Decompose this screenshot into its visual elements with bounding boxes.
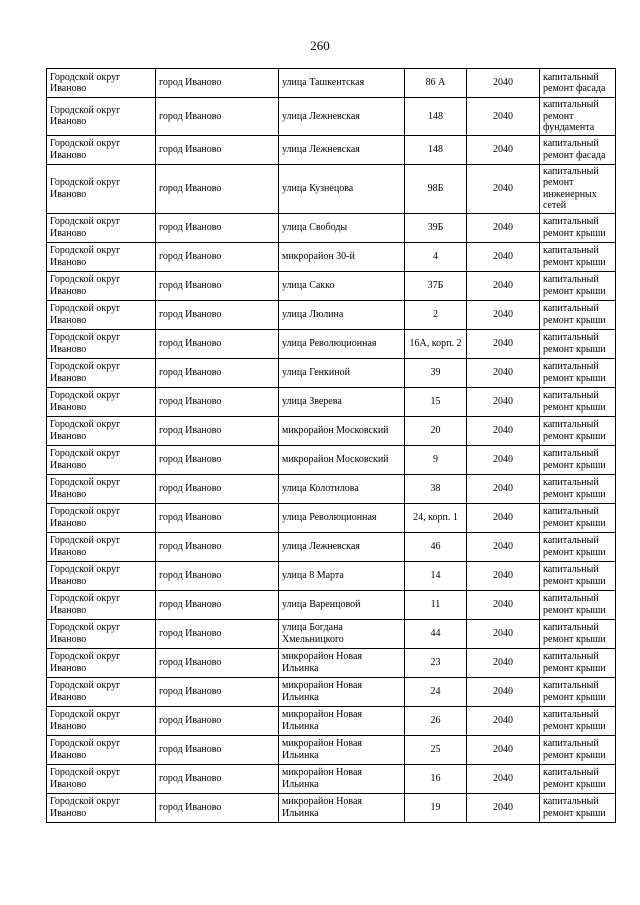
year-cell: 2040 (467, 300, 540, 329)
street-cell: улица Свободы (279, 213, 405, 242)
house-number-cell: 38 (405, 474, 467, 503)
street-cell: улица Революционная (279, 503, 405, 532)
work-type-cell: капитальный ремонт крыши (540, 387, 616, 416)
house-number-cell: 20 (405, 416, 467, 445)
city-cell: город Иваново (156, 300, 279, 329)
house-number-cell: 148 (405, 135, 467, 164)
work-type-cell: капитальный ремонт крыши (540, 271, 616, 300)
table-row (47, 242, 616, 271)
work-type-cell: капитальный ремонт крыши (540, 677, 616, 706)
street-cell: микрорайон Московский (279, 416, 405, 445)
house-number-cell: 23 (405, 648, 467, 677)
year-cell: 2040 (467, 213, 540, 242)
table-row (47, 271, 616, 300)
house-number-cell: 98Б (405, 164, 467, 213)
street-cell: улица Лежневская (279, 135, 405, 164)
year-cell: 2040 (467, 474, 540, 503)
district-cell: Городской округ Иваново (47, 706, 156, 735)
house-number-cell: 26 (405, 706, 467, 735)
work-type-cell: капитальный ремонт крыши (540, 532, 616, 561)
district-cell: Городской округ Иваново (47, 242, 156, 271)
street-cell: микрорайон Новая Ильинка (279, 764, 405, 793)
year-cell: 2040 (467, 793, 540, 822)
work-type-cell: капитальный ремонт крыши (540, 619, 616, 648)
house-number-cell: 25 (405, 735, 467, 764)
street-cell: улица Революционная (279, 329, 405, 358)
street-cell: микрорайон Новая Ильинка (279, 793, 405, 822)
district-cell: Городской округ Иваново (47, 793, 156, 822)
district-cell: Городской округ Иваново (47, 69, 156, 98)
house-number-cell: 148 (405, 98, 467, 136)
street-cell: улица Люлина (279, 300, 405, 329)
work-type-cell: капитальный ремонт фасада (540, 69, 616, 98)
table-row (47, 532, 616, 561)
year-cell: 2040 (467, 677, 540, 706)
district-cell: Городской округ Иваново (47, 561, 156, 590)
street-cell: улица Зверева (279, 387, 405, 416)
table-row (47, 445, 616, 474)
city-cell: город Иваново (156, 98, 279, 136)
table-row (47, 793, 616, 822)
table-body (47, 69, 616, 823)
table-row (47, 677, 616, 706)
street-cell: микрорайон Новая Ильинка (279, 648, 405, 677)
year-cell: 2040 (467, 648, 540, 677)
year-cell: 2040 (467, 69, 540, 98)
district-cell: Городской округ Иваново (47, 358, 156, 387)
street-cell: микрорайон 30-й (279, 242, 405, 271)
year-cell: 2040 (467, 164, 540, 213)
district-cell: Городской округ Иваново (47, 416, 156, 445)
work-type-cell: капитальный ремонт крыши (540, 300, 616, 329)
year-cell: 2040 (467, 416, 540, 445)
city-cell: город Иваново (156, 677, 279, 706)
district-cell: Городской округ Иваново (47, 764, 156, 793)
table-row (47, 561, 616, 590)
house-number-cell: 39 (405, 358, 467, 387)
district-cell: Городской округ Иваново (47, 98, 156, 136)
district-cell: Городской округ Иваново (47, 590, 156, 619)
house-number-cell: 37Б (405, 271, 467, 300)
year-cell: 2040 (467, 135, 540, 164)
street-cell: улица Колотилова (279, 474, 405, 503)
year-cell: 2040 (467, 532, 540, 561)
street-cell: улица Варенцовой (279, 590, 405, 619)
district-cell: Городской округ Иваново (47, 532, 156, 561)
house-number-cell: 15 (405, 387, 467, 416)
city-cell: город Иваново (156, 387, 279, 416)
street-cell: улица Ташкентская (279, 69, 405, 98)
work-type-cell: капитальный ремонт крыши (540, 213, 616, 242)
house-number-cell: 14 (405, 561, 467, 590)
work-type-cell: капитальный ремонт крыши (540, 242, 616, 271)
table-row (47, 329, 616, 358)
house-number-cell: 16 (405, 764, 467, 793)
work-type-cell: капитальный ремонт крыши (540, 445, 616, 474)
work-type-cell: капитальный ремонт крыши (540, 503, 616, 532)
table-row (47, 358, 616, 387)
street-cell: улица Кузнецова (279, 164, 405, 213)
housing-repair-table (46, 68, 616, 823)
street-cell: улица Генкиной (279, 358, 405, 387)
city-cell: город Иваново (156, 242, 279, 271)
year-cell: 2040 (467, 387, 540, 416)
table-row (47, 135, 616, 164)
district-cell: Городской округ Иваново (47, 387, 156, 416)
year-cell: 2040 (467, 561, 540, 590)
table-row (47, 474, 616, 503)
house-number-cell: 11 (405, 590, 467, 619)
district-cell: Городской округ Иваново (47, 213, 156, 242)
district-cell: Городской округ Иваново (47, 619, 156, 648)
house-number-cell: 19 (405, 793, 467, 822)
table-row (47, 590, 616, 619)
city-cell: город Иваново (156, 213, 279, 242)
district-cell: Городской округ Иваново (47, 445, 156, 474)
table-row (47, 706, 616, 735)
house-number-cell: 46 (405, 532, 467, 561)
city-cell: город Иваново (156, 764, 279, 793)
year-cell: 2040 (467, 619, 540, 648)
street-cell: улица Богдана Хмельницкого (279, 619, 405, 648)
city-cell: город Иваново (156, 164, 279, 213)
city-cell: город Иваново (156, 648, 279, 677)
work-type-cell: капитальный ремонт фасада (540, 135, 616, 164)
city-cell: город Иваново (156, 532, 279, 561)
street-cell: микрорайон Новая Ильинка (279, 706, 405, 735)
year-cell: 2040 (467, 764, 540, 793)
city-cell: город Иваново (156, 358, 279, 387)
table-row (47, 764, 616, 793)
house-number-cell: 44 (405, 619, 467, 648)
work-type-cell: капитальный ремонт крыши (540, 590, 616, 619)
work-type-cell: капитальный ремонт крыши (540, 474, 616, 503)
house-number-cell: 39Б (405, 213, 467, 242)
table-row (47, 648, 616, 677)
street-cell: микрорайон Новая Ильинка (279, 677, 405, 706)
district-cell: Городской округ Иваново (47, 135, 156, 164)
year-cell: 2040 (467, 98, 540, 136)
table-row (47, 300, 616, 329)
page-number: 260 (310, 38, 330, 53)
city-cell: город Иваново (156, 69, 279, 98)
table-row (47, 416, 616, 445)
district-cell: Городской округ Иваново (47, 164, 156, 213)
house-number-cell: 9 (405, 445, 467, 474)
district-cell: Городской округ Иваново (47, 677, 156, 706)
city-cell: город Иваново (156, 590, 279, 619)
street-cell: улица 8 Марта (279, 561, 405, 590)
street-cell: улица Лежневская (279, 98, 405, 136)
district-cell: Городской округ Иваново (47, 271, 156, 300)
work-type-cell: капитальный ремонт крыши (540, 416, 616, 445)
year-cell: 2040 (467, 503, 540, 532)
house-number-cell: 24, корп. 1 (405, 503, 467, 532)
work-type-cell: капитальный ремонт крыши (540, 793, 616, 822)
house-number-cell: 4 (405, 242, 467, 271)
table-row (47, 387, 616, 416)
street-cell: микрорайон Новая Ильинка (279, 735, 405, 764)
table-row (47, 735, 616, 764)
city-cell: город Иваново (156, 329, 279, 358)
city-cell: город Иваново (156, 561, 279, 590)
work-type-cell: капитальный ремонт крыши (540, 329, 616, 358)
city-cell: город Иваново (156, 735, 279, 764)
table-row (47, 503, 616, 532)
city-cell: город Иваново (156, 271, 279, 300)
work-type-cell: капитальный ремонт инженерных сетей (540, 164, 616, 213)
district-cell: Городской округ Иваново (47, 474, 156, 503)
work-type-cell: капитальный ремонт крыши (540, 358, 616, 387)
city-cell: город Иваново (156, 135, 279, 164)
street-cell: микрорайон Московский (279, 445, 405, 474)
work-type-cell: капитальный ремонт крыши (540, 735, 616, 764)
table-row (47, 69, 616, 98)
year-cell: 2040 (467, 329, 540, 358)
house-number-cell: 24 (405, 677, 467, 706)
work-type-cell: капитальный ремонт крыши (540, 764, 616, 793)
work-type-cell: капитальный ремонт фундамента (540, 98, 616, 136)
district-cell: Городской округ Иваново (47, 735, 156, 764)
work-type-cell: капитальный ремонт крыши (540, 561, 616, 590)
house-number-cell: 16А, корп. 2 (405, 329, 467, 358)
city-cell: город Иваново (156, 416, 279, 445)
city-cell: город Иваново (156, 619, 279, 648)
year-cell: 2040 (467, 445, 540, 474)
year-cell: 2040 (467, 590, 540, 619)
work-type-cell: капитальный ремонт крыши (540, 706, 616, 735)
year-cell: 2040 (467, 735, 540, 764)
district-cell: Городской округ Иваново (47, 329, 156, 358)
year-cell: 2040 (467, 706, 540, 735)
city-cell: город Иваново (156, 503, 279, 532)
city-cell: город Иваново (156, 445, 279, 474)
city-cell: город Иваново (156, 474, 279, 503)
district-cell: Городской округ Иваново (47, 503, 156, 532)
house-number-cell: 2 (405, 300, 467, 329)
city-cell: город Иваново (156, 706, 279, 735)
table-row (47, 98, 616, 136)
table-row (47, 213, 616, 242)
street-cell: улица Лежневская (279, 532, 405, 561)
year-cell: 2040 (467, 271, 540, 300)
city-cell: город Иваново (156, 793, 279, 822)
district-cell: Городской округ Иваново (47, 300, 156, 329)
table-row (47, 619, 616, 648)
year-cell: 2040 (467, 358, 540, 387)
district-cell: Городской округ Иваново (47, 648, 156, 677)
house-number-cell: 86 А (405, 69, 467, 98)
street-cell: улица Сакко (279, 271, 405, 300)
table-row (47, 164, 616, 213)
work-type-cell: капитальный ремонт крыши (540, 648, 616, 677)
year-cell: 2040 (467, 242, 540, 271)
